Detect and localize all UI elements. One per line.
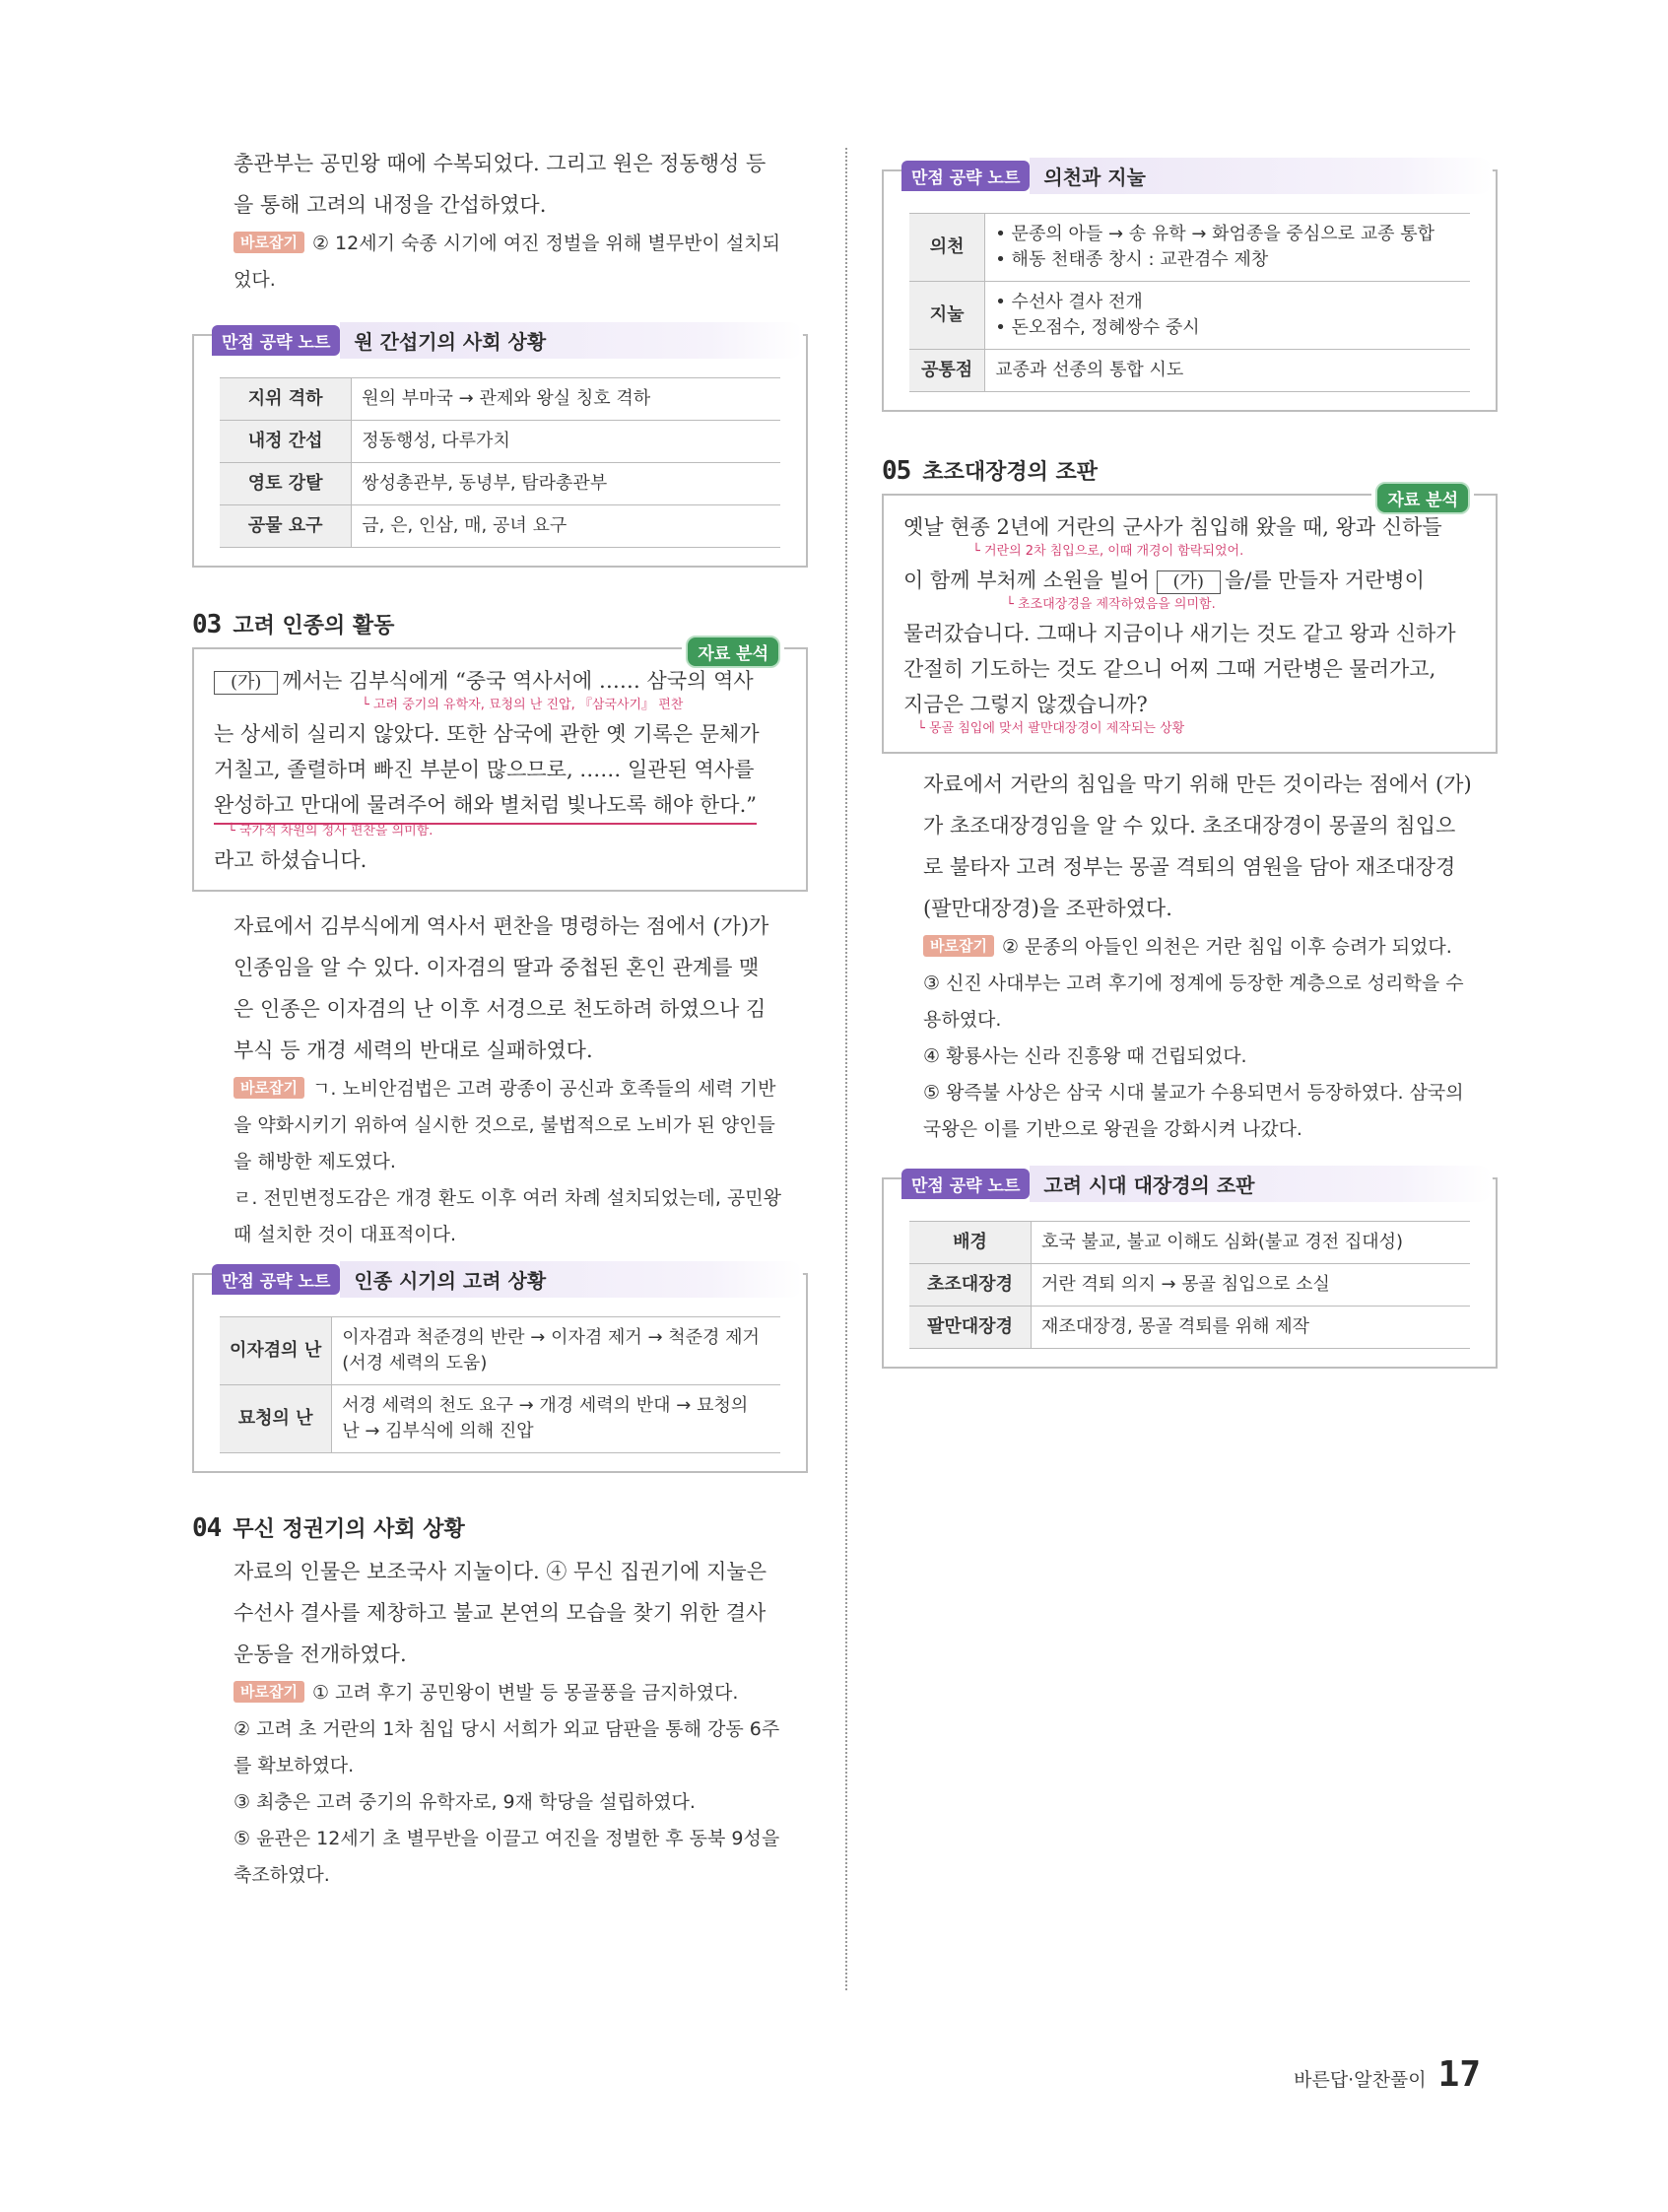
table-row	[909, 1264, 1470, 1307]
note-header	[901, 158, 1493, 194]
section-number: 03	[192, 610, 222, 639]
section-04-heading	[192, 1512, 808, 1543]
row-value: 서경 세력의 천도 요구 → 개경 세력의 반대 → 묘청의 난 → 김부식에 의해 진압	[332, 1385, 780, 1453]
row-value: 거란 격퇴 의지 → 몽골 침입으로 소실	[1032, 1264, 1471, 1307]
handwritten-note: └ 초조대장경을 제작하였음을 의미함.	[1006, 597, 1216, 612]
footer-title: 바른답·알찬풀이	[1294, 2069, 1427, 2091]
row-key: 의천	[909, 214, 985, 282]
blank-ga: (가)	[1157, 570, 1221, 594]
row-value: 정동행성, 다루가치	[352, 421, 780, 463]
row-value: 금, 은, 인삼, 매, 공녀 요구	[352, 505, 780, 548]
row-value: 원의 부마국 → 관제와 왕실 칭호 격하	[352, 378, 780, 421]
row-key: 공통점	[909, 350, 985, 392]
section-title: 초조대장경의 조판	[922, 460, 1098, 485]
note-box-uicheon-jinul	[882, 166, 1498, 412]
table-row	[220, 421, 780, 463]
row-key: 이자겸의 난	[220, 1317, 332, 1385]
table-row	[909, 350, 1470, 392]
intro-line: 총관부는 공민왕 때에 수복되었다. 그리고 원은 정동행성 등	[234, 152, 767, 175]
fix-line: ⑤ 윤관은 12세기 초 별무반을 이끌고 여진을 정벌한 후 동북 9성을	[234, 1828, 780, 1849]
source-line: 물러갔습니다. 그때나 지금이나 새기는 것도 같고 왕과 신하가	[903, 622, 1456, 645]
fix-tag: 바로잡기	[923, 935, 994, 957]
fix-line: 었다.	[234, 269, 276, 291]
fix-line: ㄹ. 전민변정도감은 개경 환도 이후 여러 차례 설치되었는데, 공민왕	[234, 1187, 781, 1209]
source-line: 는 상세히 실리지 않았다. 또한 삼국에 관한 옛 기록은 문체가	[214, 722, 760, 746]
note-tab: 만점 공략 노트	[212, 325, 340, 356]
handwritten-note: └ 고려 중기의 유학자, 묘청의 난 진압, 『삼국사기』 편찬	[362, 698, 684, 712]
row-key: 지눌	[909, 282, 985, 350]
row-key: 배경	[909, 1222, 1032, 1264]
source-line: 간절히 기도하는 것도 같으니 어찌 그때 거란병은 물러가고,	[903, 657, 1436, 681]
row-value: 쌍성총관부, 동녕부, 탐라총관부	[352, 463, 780, 505]
handwritten-note: └ 몽골 침입에 맞서 팔만대장경이 제작되는 상황	[917, 721, 1185, 736]
fix-line: ② 고려 초 거란의 1차 침입 당시 서희가 외교 담판을 통해 강동 6주	[234, 1718, 780, 1740]
explain-line: 자료에서 김부식에게 역사서 편찬을 명령하는 점에서 (가)가	[234, 914, 769, 938]
fix-line: ② 12세기 숙종 시기에 여진 정벌을 위해 별무반이 설치되	[311, 233, 780, 254]
row-key: 공물 요구	[220, 505, 352, 548]
fix-note: 바로잡기 ② 문종의 아들인 의천은 거란 침입 이후 승려가 되었다.	[923, 929, 1498, 966]
explain-line: 자료에서 거란의 침입을 막기 위해 만든 것이라는 점에서 (가)	[923, 772, 1472, 796]
table-row	[220, 1385, 780, 1453]
fix-line: ⑤ 왕즉불 사상은 삼국 시대 불교가 수용되면서 등장하였다. 삼국의	[923, 1082, 1464, 1104]
fix-tag: 바로잡기	[234, 232, 304, 253]
row-key: 지위 격하	[220, 378, 352, 421]
explain-line: 은 인종은 이자겸의 난 이후 서경으로 천도하려 하였으나 김	[234, 997, 767, 1021]
column-divider	[845, 148, 847, 1990]
note-header	[212, 322, 803, 359]
section-number: 04	[192, 1513, 222, 1543]
fix-line: ④ 황룡사는 신라 진흥왕 때 건립되었다.	[923, 1045, 1247, 1067]
row-value: 이자겸과 척준경의 반란 → 이자겸 제거 → 척준경 제거(서경 세력의 도움)	[332, 1317, 780, 1385]
source-line: 완성하고 만대에 물려주어 해와 별처럼 빛나도록 해야 한다.”	[214, 787, 757, 825]
source-line: 옛날 현종 2년에 거란의 군사가 침입해 왔을 때, 왕과 신하들	[903, 515, 1442, 539]
explain-line: (팔만대장경)을 조판하였다.	[923, 897, 1172, 920]
source-box-03	[192, 644, 808, 892]
note-tab: 만점 공략 노트	[212, 1264, 340, 1295]
fix-tag: 바로잡기	[234, 1681, 304, 1703]
explain-line: 로 불타자 고려 정부는 몽골 격퇴의 염원을 담아 재조대장경	[923, 855, 1456, 879]
note-box-tripitaka	[882, 1173, 1498, 1369]
row-value: 재조대장경, 몽골 격퇴를 위해 제작	[1032, 1307, 1471, 1349]
table-row	[220, 505, 780, 548]
fix-line: ③ 최충은 고려 중기의 유학자로, 9재 학당을 설립하였다.	[234, 1791, 696, 1813]
section-title: 무신 정권기의 사회 상황	[233, 1517, 465, 1542]
note-box-yuan	[192, 330, 808, 568]
left-column	[192, 143, 808, 1894]
note-table	[220, 377, 780, 548]
fix-line: 국왕은 이를 기반으로 왕권을 강화시켜 나갔다.	[923, 1118, 1302, 1140]
right-column	[882, 158, 1498, 1369]
table-row	[220, 1317, 780, 1385]
intro-line: 을 통해 고려의 내정을 간섭하였다.	[234, 193, 547, 217]
fix-line: 축조하였다.	[234, 1864, 330, 1886]
fix-note	[234, 226, 808, 262]
note-header	[212, 1261, 803, 1298]
explain-line: 자료의 인물은 보조국사 지눌이다. ④ 무신 집권기에 지눌은	[234, 1560, 767, 1583]
fix-line: 용하였다.	[923, 1009, 1002, 1031]
table-row	[909, 282, 1470, 350]
note-title: 의천과 지눌	[1030, 158, 1493, 194]
table-row	[909, 1222, 1470, 1264]
source-badge: 자료 분석	[682, 636, 784, 668]
source-line: 라고 하셨습니다.	[214, 848, 367, 872]
source-badge: 자료 분석	[1371, 482, 1474, 514]
source-line: 이 함께 부처께 소원을 빌어 (가) 을/를 만들자 거란병이	[903, 569, 1425, 592]
note-tab: 만점 공략 노트	[901, 1169, 1030, 1199]
explain-line: 운동을 전개하였다.	[234, 1642, 407, 1666]
blank-ga: (가)	[214, 671, 278, 695]
fix-line: 때 설치한 것이 대표적이다.	[234, 1224, 457, 1245]
page-footer	[1294, 2054, 1481, 2095]
fix-note: 바로잡기 ㄱ. 노비안검법은 고려 광종이 공신과 호족들의 세력 기반	[234, 1071, 808, 1107]
explain-line: 수선사 결사를 제창하고 불교 본연의 모습을 찾기 위한 결사	[234, 1601, 767, 1625]
row-key: 내정 간섭	[220, 421, 352, 463]
note-table	[909, 213, 1470, 392]
note-tab: 만점 공략 노트	[901, 161, 1030, 191]
table-row	[220, 378, 780, 421]
row-value: • 문종의 아들 → 송 유학 → 화엄종을 중심으로 교종 통합 • 해동 천태종 창시 : 교관겸수 제창	[985, 214, 1470, 282]
source-line: 지금은 그렇지 않겠습니까?	[903, 693, 1148, 716]
source-line: 거칠고, 졸렬하며 빠진 부분이 많으므로, …… 일관된 역사를	[214, 758, 755, 781]
handwritten-note: └ 국가적 차원의 정사 편찬을 의미함.	[228, 824, 434, 838]
fix-line: 을 약화시키기 위하여 실시한 것으로, 불법적으로 노비가 된 양인들	[234, 1114, 775, 1136]
note-table	[220, 1316, 780, 1453]
note-title: 원 간섭기의 사회 상황	[340, 322, 803, 359]
note-title: 고려 시대 대장경의 조판	[1030, 1166, 1493, 1202]
row-value: • 수선사 결사 전개 • 돈오점수, 정혜쌍수 중시	[985, 282, 1470, 350]
fix-line: ③ 신진 사대부는 고려 후기에 정계에 등장한 계층으로 성리학을 수	[923, 972, 1464, 994]
row-key: 묘청의 난	[220, 1385, 332, 1453]
note-title: 인종 시기의 고려 상황	[340, 1261, 803, 1298]
note-header	[901, 1166, 1493, 1202]
source-box-05	[882, 491, 1498, 754]
section-title: 고려 인종의 활동	[233, 614, 395, 638]
table-row	[220, 463, 780, 505]
explain-line: 가 초조대장경임을 알 수 있다. 초조대장경이 몽골의 침입으	[923, 814, 1456, 838]
row-value: 호국 불교, 불교 이해도 심화(불교 경전 집대성)	[1032, 1222, 1471, 1264]
row-key: 초조대장경	[909, 1264, 1032, 1307]
source-line: (가) 께서는 김부식에게 “중국 역사서에 …… 삼국의 역사	[214, 663, 790, 699]
fix-tag: 바로잡기	[234, 1077, 304, 1099]
page-number: 17	[1437, 2054, 1481, 2095]
explain-line: 부식 등 개경 세력의 반대로 실패하였다.	[234, 1039, 593, 1062]
row-key: 영토 강탈	[220, 463, 352, 505]
section-number: 05	[882, 456, 911, 486]
handwritten-note: └ 거란의 2차 침입으로, 이때 개경이 함락되었어.	[972, 544, 1244, 559]
fix-line: 을 해방한 제도였다.	[234, 1151, 396, 1173]
note-table	[909, 1221, 1470, 1349]
row-value: 교종과 선종의 통합 시도	[985, 350, 1470, 392]
table-row	[909, 1307, 1470, 1349]
row-key: 팔만대장경	[909, 1307, 1032, 1349]
explain-line: 인종임을 알 수 있다. 이자겸의 딸과 중첩된 혼인 관계를 맺	[234, 956, 760, 979]
fix-line: 를 확보하였다.	[234, 1755, 355, 1776]
fix-note: 바로잡기 ① 고려 후기 공민왕이 변발 등 몽골풍을 금지하였다.	[234, 1675, 808, 1711]
table-row	[909, 214, 1470, 282]
note-box-injong	[192, 1269, 808, 1473]
